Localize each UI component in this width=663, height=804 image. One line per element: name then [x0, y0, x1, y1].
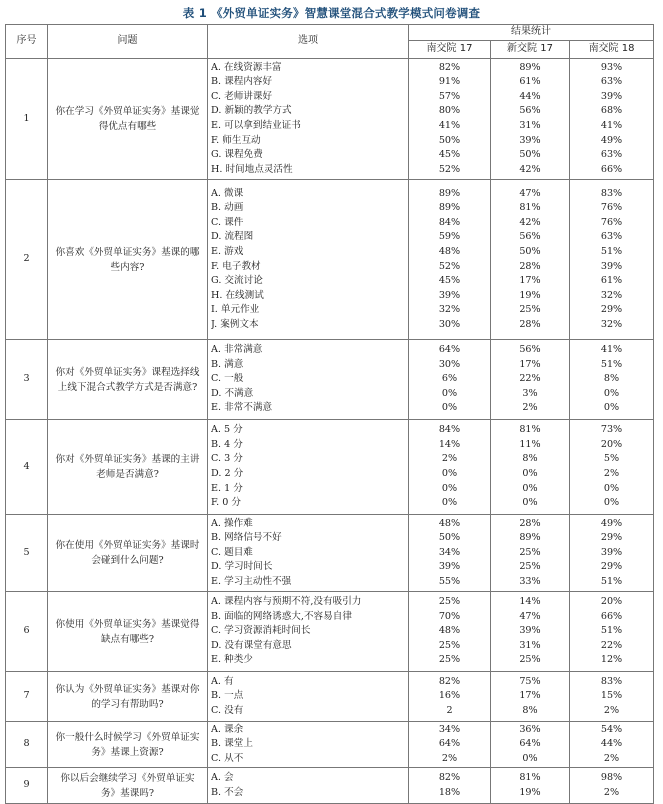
- percentage-value: 84%: [438, 216, 461, 228]
- option-label: D. 新颖的教学方式: [211, 105, 292, 117]
- group-3-values: [570, 420, 654, 515]
- percentage-value: 2: [446, 704, 453, 716]
- percentage-value: 83%: [600, 675, 623, 687]
- option-label: B. 4 分: [211, 438, 243, 450]
- group-3-values: [570, 340, 654, 420]
- percentage-value: 89%: [519, 532, 541, 544]
- option-label: B. 面临的网络诱惑大,不容易自律: [211, 610, 352, 622]
- percentage-value: 89%: [438, 187, 461, 199]
- group-2-values: [491, 722, 570, 768]
- percentage-value: 59%: [438, 231, 461, 243]
- question-text: 你在学习《外贸单证实务》基课觉得优点有哪些: [48, 59, 208, 180]
- percentage-value: 39%: [519, 625, 541, 637]
- header-no: 序号: [6, 25, 48, 59]
- percentage-value: 20%: [600, 596, 623, 608]
- percentage-value: 42%: [519, 216, 541, 228]
- option-label: F. 0 分: [211, 497, 242, 509]
- option-label: B. 网络信号不好: [211, 532, 282, 544]
- group-2-values: [491, 180, 570, 340]
- percentage-value: 41%: [600, 344, 623, 356]
- option-label: D. 学习时间长: [211, 561, 273, 573]
- header-question: 问题: [48, 25, 208, 59]
- group-1-values: [409, 722, 491, 768]
- table-row: [6, 340, 654, 420]
- percentage-value: 20%: [600, 438, 623, 450]
- table-row: [6, 768, 654, 804]
- percentage-value: 30%: [438, 358, 461, 370]
- table-row: [6, 515, 654, 592]
- group-3-values: [570, 768, 654, 804]
- percentage-value: 89%: [519, 61, 541, 73]
- percentage-value: 31%: [519, 120, 541, 131]
- group-2-values: [491, 340, 570, 420]
- percentage-value: 0%: [441, 468, 458, 479]
- option-label: B. 动画: [211, 202, 244, 214]
- percentage-value: 50%: [519, 149, 541, 161]
- question-text: 你认为《外贸单证实务》基课对你的学习有帮助吗?: [48, 672, 208, 722]
- percentage-value: 51%: [600, 358, 623, 370]
- percentage-value: 64%: [519, 738, 541, 750]
- percentage-value: 44%: [519, 90, 541, 102]
- option-cell: [208, 59, 409, 180]
- group-2-values: [491, 768, 570, 804]
- percentage-value: 8%: [522, 704, 538, 716]
- percentage-value: 75%: [519, 675, 541, 687]
- percentage-value: 81%: [519, 771, 541, 783]
- row-number: 5: [6, 515, 48, 592]
- option-label: E. 种类少: [211, 654, 253, 666]
- percentage-value: 48%: [438, 245, 461, 257]
- percentage-value: 84%: [438, 424, 461, 436]
- percentage-value: 50%: [438, 134, 461, 146]
- percentage-value: 93%: [600, 61, 623, 73]
- percentage-value: 49%: [600, 134, 623, 146]
- percentage-value: 25%: [519, 304, 541, 316]
- option-label: G. 交流讨论: [211, 275, 263, 287]
- row-number: 3: [6, 340, 48, 420]
- percentage-value: 36%: [519, 723, 541, 735]
- percentage-value: 64%: [438, 738, 461, 750]
- percentage-value: 47%: [519, 610, 541, 622]
- percentage-value: 29%: [600, 561, 623, 573]
- group-3-values: [570, 59, 654, 180]
- percentage-value: 44%: [600, 738, 623, 750]
- option-label: I. 单元作业: [211, 304, 260, 316]
- percentage-value: 28%: [519, 517, 541, 529]
- option-cell: [208, 722, 409, 768]
- percentage-value: 17%: [519, 358, 541, 370]
- option-label: B. 不会: [211, 786, 244, 798]
- option-label: D. 不满意: [211, 387, 254, 399]
- percentage-value: 3%: [522, 387, 538, 399]
- percentage-value: 52%: [438, 260, 461, 272]
- option-cell: [208, 515, 409, 592]
- percentage-value: 0%: [603, 387, 620, 399]
- option-label: E. 可以拿到结业证书: [211, 120, 301, 131]
- percentage-value: 47%: [519, 187, 541, 199]
- percentage-value: 18%: [438, 786, 461, 798]
- header-stats: 结果统计: [409, 25, 654, 41]
- percentage-value: 57%: [438, 90, 461, 102]
- percentage-value: 2%: [522, 402, 538, 414]
- percentage-value: 41%: [438, 120, 461, 131]
- row-number: 4: [6, 420, 48, 515]
- row-number: 8: [6, 722, 48, 768]
- option-label: C. 3 分: [211, 453, 243, 465]
- percentage-value: 39%: [600, 260, 623, 272]
- option-label: C. 课件: [211, 216, 244, 228]
- percentage-value: 48%: [438, 625, 461, 637]
- percentage-value: 34%: [438, 723, 461, 735]
- percentage-value: 52%: [438, 163, 461, 175]
- option-cell: [208, 768, 409, 804]
- question-text: 你一般什么时候学习《外贸单证实务》基课上资源?: [48, 722, 208, 768]
- option-label: H. 时间地点灵活性: [211, 163, 293, 175]
- row-number: 9: [6, 768, 48, 804]
- percentage-value: 12%: [600, 654, 623, 666]
- percentage-value: 29%: [600, 304, 623, 316]
- option-label: A. 在线资源丰富: [211, 61, 282, 73]
- percentage-value: 2%: [441, 752, 458, 764]
- row-number: 2: [6, 180, 48, 340]
- percentage-value: 61%: [519, 76, 541, 88]
- percentage-value: 63%: [600, 149, 623, 161]
- group-2-values: [491, 420, 570, 515]
- group-2-values: [491, 672, 570, 722]
- percentage-value: 33%: [519, 575, 541, 587]
- percentage-value: 2%: [603, 704, 620, 716]
- percentage-value: 0%: [603, 482, 620, 494]
- percentage-value: 39%: [438, 289, 461, 301]
- percentage-value: 39%: [600, 90, 623, 102]
- percentage-value: 34%: [438, 546, 461, 558]
- percentage-value: 66%: [600, 163, 623, 175]
- percentage-value: 8%: [522, 453, 538, 465]
- option-label: C. 老师讲课好: [211, 90, 273, 102]
- group-3-values: [570, 672, 654, 722]
- group-2-values: [491, 592, 570, 672]
- percentage-value: 31%: [519, 639, 541, 651]
- option-label: E. 游戏: [211, 245, 244, 257]
- percentage-value: 73%: [600, 424, 623, 436]
- percentage-value: 54%: [600, 723, 623, 735]
- table-row: [6, 59, 654, 180]
- percentage-value: 66%: [600, 610, 623, 622]
- option-label: A. 会: [211, 771, 234, 783]
- option-label: C. 没有: [211, 704, 244, 716]
- group-1-values: [409, 180, 491, 340]
- question-text: 你以后会继续学习《外贸单证实务》基课吗?: [48, 768, 208, 804]
- question-text: 你对《外贸单证实务》基课的主讲老师是否满意?: [48, 420, 208, 515]
- option-label: E. 非常不满意: [211, 402, 273, 414]
- option-label: D. 没有课堂有意思: [211, 639, 292, 651]
- option-label: J. 案例文本: [211, 318, 259, 330]
- percentage-value: 0%: [522, 752, 538, 764]
- header-group-2: 新交院 17: [491, 41, 570, 59]
- percentage-value: 42%: [519, 163, 541, 175]
- percentage-value: 98%: [600, 771, 623, 783]
- survey-table-body: [6, 59, 654, 804]
- percentage-value: 61%: [600, 275, 623, 287]
- table-row: [6, 672, 654, 722]
- group-1-values: [409, 515, 491, 592]
- option-label: F. 师生互动: [211, 134, 261, 146]
- option-label: A. 非常满意: [211, 344, 263, 356]
- option-label: B. 一点: [211, 690, 244, 702]
- percentage-value: 50%: [519, 245, 541, 257]
- option-cell: [208, 672, 409, 722]
- option-label: B. 课程内容好: [211, 76, 273, 88]
- option-label: G. 课程免费: [211, 149, 263, 161]
- option-label: E. 学习主动性不强: [211, 575, 292, 587]
- percentage-value: 30%: [438, 318, 461, 330]
- survey-table: [5, 24, 654, 804]
- percentage-value: 0%: [441, 497, 458, 509]
- percentage-value: 22%: [519, 373, 541, 385]
- percentage-value: 89%: [438, 202, 461, 214]
- question-text: 你喜欢《外贸单证实务》基课的哪些内容?: [48, 180, 208, 340]
- percentage-value: 14%: [438, 438, 461, 450]
- option-label: A. 课余: [211, 723, 244, 735]
- percentage-value: 0%: [603, 402, 620, 414]
- percentage-value: 16%: [438, 690, 461, 702]
- option-label: H. 在线测试: [211, 289, 264, 301]
- percentage-value: 11%: [519, 438, 541, 450]
- group-1-values: [409, 420, 491, 515]
- table-row: [6, 180, 654, 340]
- table-caption: 表 1 《外贸单证实务》智慧课堂混合式教学模式问卷调查: [182, 6, 481, 20]
- option-cell: [208, 592, 409, 672]
- percentage-value: 0%: [522, 482, 538, 494]
- percentage-value: 81%: [519, 424, 541, 436]
- percentage-value: 41%: [600, 120, 623, 131]
- group-1-values: [409, 592, 491, 672]
- percentage-value: 15%: [600, 690, 623, 702]
- percentage-value: 6%: [441, 373, 458, 385]
- percentage-value: 0%: [522, 497, 538, 509]
- group-2-values: [491, 59, 570, 180]
- row-number: 6: [6, 592, 48, 672]
- group-1-values: [409, 672, 491, 722]
- percentage-value: 25%: [438, 639, 461, 651]
- percentage-value: 19%: [519, 786, 541, 798]
- row-number: 7: [6, 672, 48, 722]
- percentage-value: 51%: [600, 575, 623, 587]
- header-options: 选项: [208, 25, 409, 59]
- percentage-value: 19%: [519, 289, 541, 301]
- percentage-value: 25%: [519, 561, 541, 573]
- row-number: 1: [6, 59, 48, 180]
- percentage-value: 49%: [600, 517, 623, 529]
- option-cell: [208, 340, 409, 420]
- percentage-value: 45%: [438, 275, 461, 287]
- percentage-value: 0%: [441, 387, 458, 399]
- percentage-value: 55%: [438, 575, 461, 587]
- percentage-value: 51%: [600, 245, 623, 257]
- percentage-value: 25%: [438, 654, 461, 666]
- percentage-value: 2%: [603, 752, 620, 764]
- table-row: [6, 592, 654, 672]
- group-3-values: [570, 592, 654, 672]
- option-label: C. 学习资源消耗时间长: [211, 625, 311, 637]
- question-text: 你使用《外贸单证实务》基课觉得缺点有哪些?: [48, 592, 208, 672]
- option-label: A. 课程内容与预期不符,没有吸引力: [211, 596, 362, 608]
- group-1-values: [409, 59, 491, 180]
- group-3-values: [570, 722, 654, 768]
- percentage-value: 2%: [441, 453, 458, 465]
- percentage-value: 17%: [519, 690, 541, 702]
- percentage-value: 56%: [519, 344, 541, 356]
- option-label: A. 微课: [211, 187, 244, 199]
- percentage-value: 56%: [519, 231, 541, 243]
- percentage-value: 25%: [438, 596, 461, 608]
- group-3-values: [570, 180, 654, 340]
- percentage-value: 39%: [600, 546, 623, 558]
- percentage-value: 81%: [519, 202, 541, 214]
- percentage-value: 28%: [519, 260, 541, 272]
- percentage-value: 76%: [600, 216, 623, 228]
- percentage-value: 64%: [438, 344, 461, 356]
- option-cell: [208, 180, 409, 340]
- percentage-value: 83%: [600, 187, 623, 199]
- percentage-value: 29%: [600, 532, 623, 544]
- percentage-value: 25%: [519, 654, 541, 666]
- option-label: C. 题目难: [211, 546, 253, 558]
- option-label: A. 有: [211, 675, 234, 687]
- group-1-values: [409, 340, 491, 420]
- percentage-value: 5%: [603, 453, 620, 465]
- option-label: F. 电子教材: [211, 260, 261, 272]
- question-text: 你对《外贸单证实务》课程选择线上线下混合式教学方式是否满意?: [48, 340, 208, 420]
- option-label: B. 课堂上: [211, 738, 253, 750]
- percentage-value: 39%: [519, 134, 541, 146]
- percentage-value: 0%: [441, 402, 458, 414]
- survey-table-container: [5, 24, 653, 804]
- option-label: A. 5 分: [211, 424, 243, 436]
- option-label: E. 1 分: [211, 482, 243, 494]
- option-label: C. 从不: [211, 752, 244, 764]
- percentage-value: 2%: [603, 468, 620, 479]
- percentage-value: 32%: [600, 289, 623, 301]
- percentage-value: 82%: [438, 771, 461, 783]
- percentage-value: 50%: [438, 532, 461, 544]
- percentage-value: 51%: [600, 625, 623, 637]
- percentage-value: 45%: [438, 149, 461, 161]
- percentage-value: 91%: [438, 76, 461, 88]
- group-3-values: [570, 515, 654, 592]
- percentage-value: 17%: [519, 275, 541, 287]
- percentage-value: 63%: [600, 76, 623, 88]
- percentage-value: 76%: [600, 202, 623, 214]
- option-label: A. 操作难: [211, 517, 253, 529]
- percentage-value: 82%: [438, 675, 461, 687]
- percentage-value: 0%: [603, 497, 620, 509]
- group-2-values: [491, 515, 570, 592]
- percentage-value: 39%: [438, 561, 461, 573]
- percentage-value: 32%: [600, 318, 623, 330]
- percentage-value: 63%: [600, 231, 623, 243]
- percentage-value: 14%: [519, 596, 541, 608]
- percentage-value: 22%: [600, 639, 623, 651]
- percentage-value: 8%: [603, 373, 620, 385]
- percentage-value: 25%: [519, 546, 541, 558]
- option-label: D. 2 分: [211, 468, 244, 479]
- question-text: 你在使用《外贸单证实务》基课时会碰到什么问题?: [48, 515, 208, 592]
- percentage-value: 70%: [438, 610, 461, 622]
- percentage-value: 0%: [441, 482, 458, 494]
- option-label: B. 满意: [211, 358, 244, 370]
- option-label: D. 流程图: [211, 231, 254, 243]
- table-row: [6, 722, 654, 768]
- percentage-value: 28%: [519, 318, 541, 330]
- header-group-3: 南交院 18: [570, 41, 654, 59]
- percentage-value: 32%: [438, 304, 461, 316]
- percentage-value: 82%: [438, 61, 461, 73]
- percentage-value: 68%: [600, 105, 623, 117]
- percentage-value: 48%: [438, 517, 461, 529]
- group-1-values: [409, 768, 491, 804]
- table-row: [6, 420, 654, 515]
- percentage-value: 80%: [438, 105, 461, 117]
- option-label: C. 一般: [211, 373, 244, 385]
- percentage-value: 2%: [603, 786, 620, 798]
- option-cell: [208, 420, 409, 515]
- percentage-value: 0%: [522, 468, 538, 479]
- header-group-1: 南交院 17: [409, 41, 491, 59]
- percentage-value: 56%: [519, 105, 541, 117]
